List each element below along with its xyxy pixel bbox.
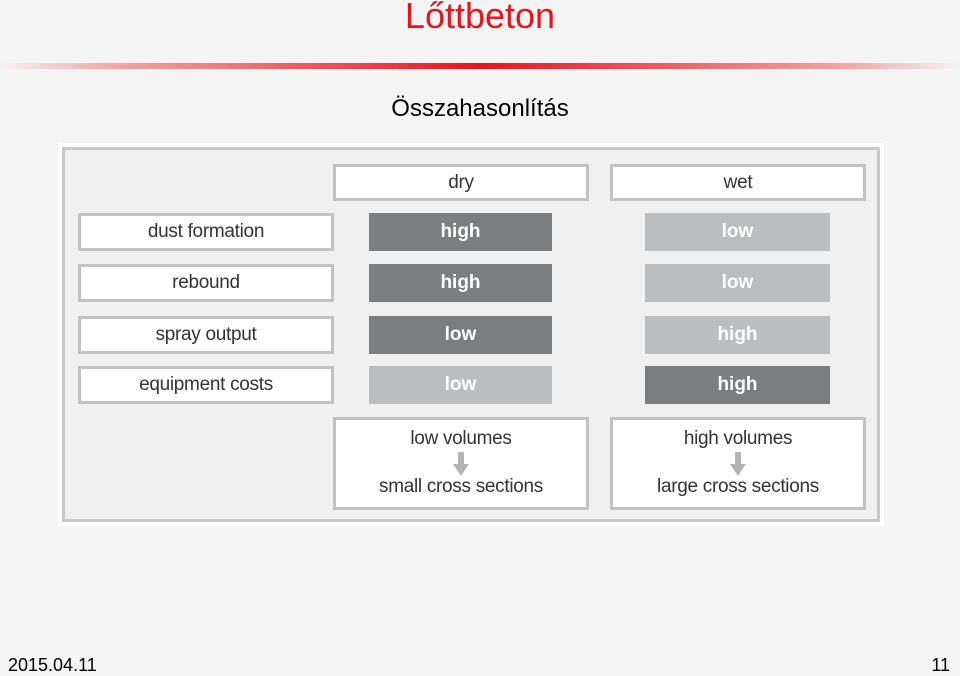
summary-wet-bottom: large cross sections [657,476,819,497]
summary-dry [333,417,589,510]
down-arrow-icon [453,452,469,476]
row-label-equipment-costs: equipment costs [78,366,334,404]
cell-equipment-costs-wet: high [645,366,830,404]
summary-dry-top: low volumes [410,428,512,449]
cell-equipment-costs-dry: low [369,366,552,404]
slide-title: Lőttbeton [404,0,556,36]
summary-wet [610,417,866,510]
cell-rebound-wet: low [645,264,830,302]
row-label-dust-formation: dust formation [78,213,334,251]
slide-date: 2015.04.11 [8,655,97,675]
slide-subtitle: Összahasonlítás [391,95,569,122]
row-label-spray-output: spray output [78,316,334,354]
summary-dry-bottom: small cross sections [379,476,543,497]
down-arrow-icon [730,452,746,476]
row-label-rebound: rebound [78,264,334,302]
cell-dust-formation-wet: low [645,213,830,251]
cell-spray-output-wet: high [645,316,830,354]
slide-number: 11 [931,655,950,675]
cell-rebound-dry: high [369,264,552,302]
summary-wet-top: high volumes [683,428,793,449]
title-divider [0,63,960,69]
cell-dust-formation-dry: high [369,213,552,251]
column-header-wet: wet [610,164,866,201]
cell-spray-output-dry: low [369,316,552,354]
column-header-dry: dry [333,164,589,201]
